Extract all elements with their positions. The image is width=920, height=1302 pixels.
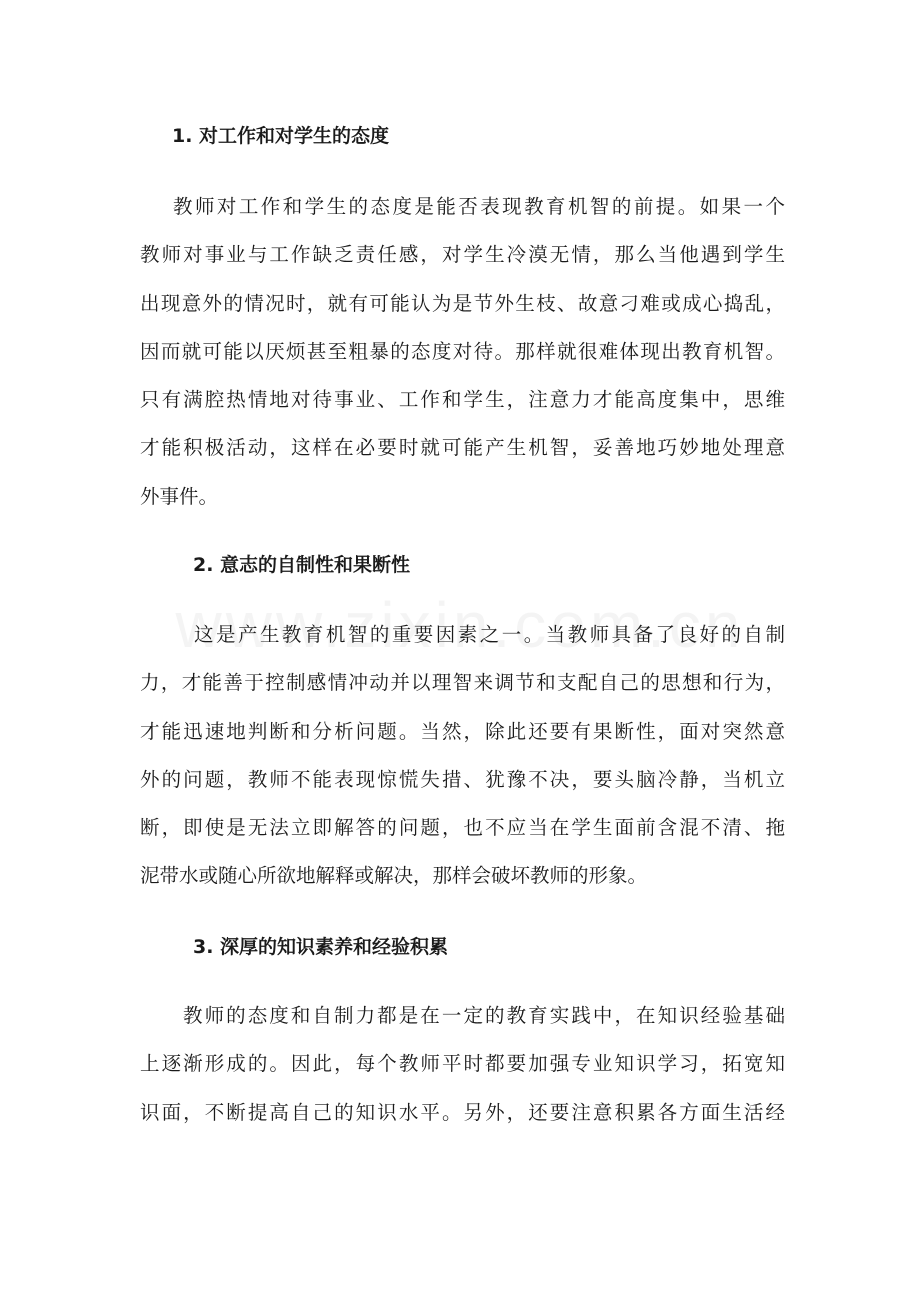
section-2-paragraph — [140, 611, 785, 901]
section-2-heading: 2. 意志的自制性和果断性 — [193, 554, 411, 576]
paragraph-line: 力，才能善于控制感情冲动并以理智来调节和支配自己的思想和行为， — [140, 671, 785, 695]
paragraph-line: 教师对事业与工作缺乏责任感，对学生冷漠无情，那么当他遇到学生 — [140, 243, 785, 267]
paragraph-line: 教师的态度和自制力都是在一定的教育实践中，在知识经验基础 — [183, 1004, 785, 1027]
paragraph-line: 识面，不断提高自己的知识水平。另外，还要注意积累各方面生活经 — [140, 1100, 785, 1124]
paragraph-line: 出现意外的情况时，就有可能认为是节外生枝、故意刁难或成心捣乱， — [140, 291, 785, 315]
paragraph-line: 才能迅速地判断和分析问题。当然，除此还要有果断性，面对突然意 — [140, 719, 785, 743]
paragraph-line: 外的问题，教师不能表现惊慌失措、犹豫不决，要头脑冷静，当机立 — [140, 767, 785, 791]
paragraph-line: 这是产生教育机智的重要因素之一。当教师具备了良好的自制 — [194, 623, 785, 646]
paragraph-line: 断，即使是无法立即解答的问题，也不应当在学生面前含混不清、拖 — [140, 816, 785, 840]
section-1-paragraph — [140, 183, 785, 521]
section-3-paragraph — [140, 992, 785, 1137]
paragraph-line: 上逐渐形成的。因此，每个教师平时都要加强专业知识学习，拓宽知 — [140, 1052, 785, 1076]
paragraph-line: 泥带水或随心所欲地解释或解决，那样会破坏教师的形象。 — [140, 864, 648, 888]
section-1-heading: 1. 对工作和对学生的态度 — [172, 125, 390, 147]
section-3-heading: 3. 深厚的知识素养和经验积累 — [193, 936, 449, 958]
paragraph-line: 只有满腔热情地对待事业、工作和学生，注意力才能高度集中，思维 — [140, 388, 785, 412]
paragraph-line: 教师对工作和学生的态度是能否表现教育机智的前提。如果一个 — [173, 195, 785, 218]
paragraph-line: 才能积极活动，这样在必要时就可能产生机智，妥善地巧妙地处理意 — [140, 436, 785, 460]
paragraph-line: 因而就可能以厌烦甚至粗暴的态度对待。那样就很难体现出教育机智。 — [140, 339, 785, 363]
paragraph-line: 外事件。 — [140, 484, 219, 508]
